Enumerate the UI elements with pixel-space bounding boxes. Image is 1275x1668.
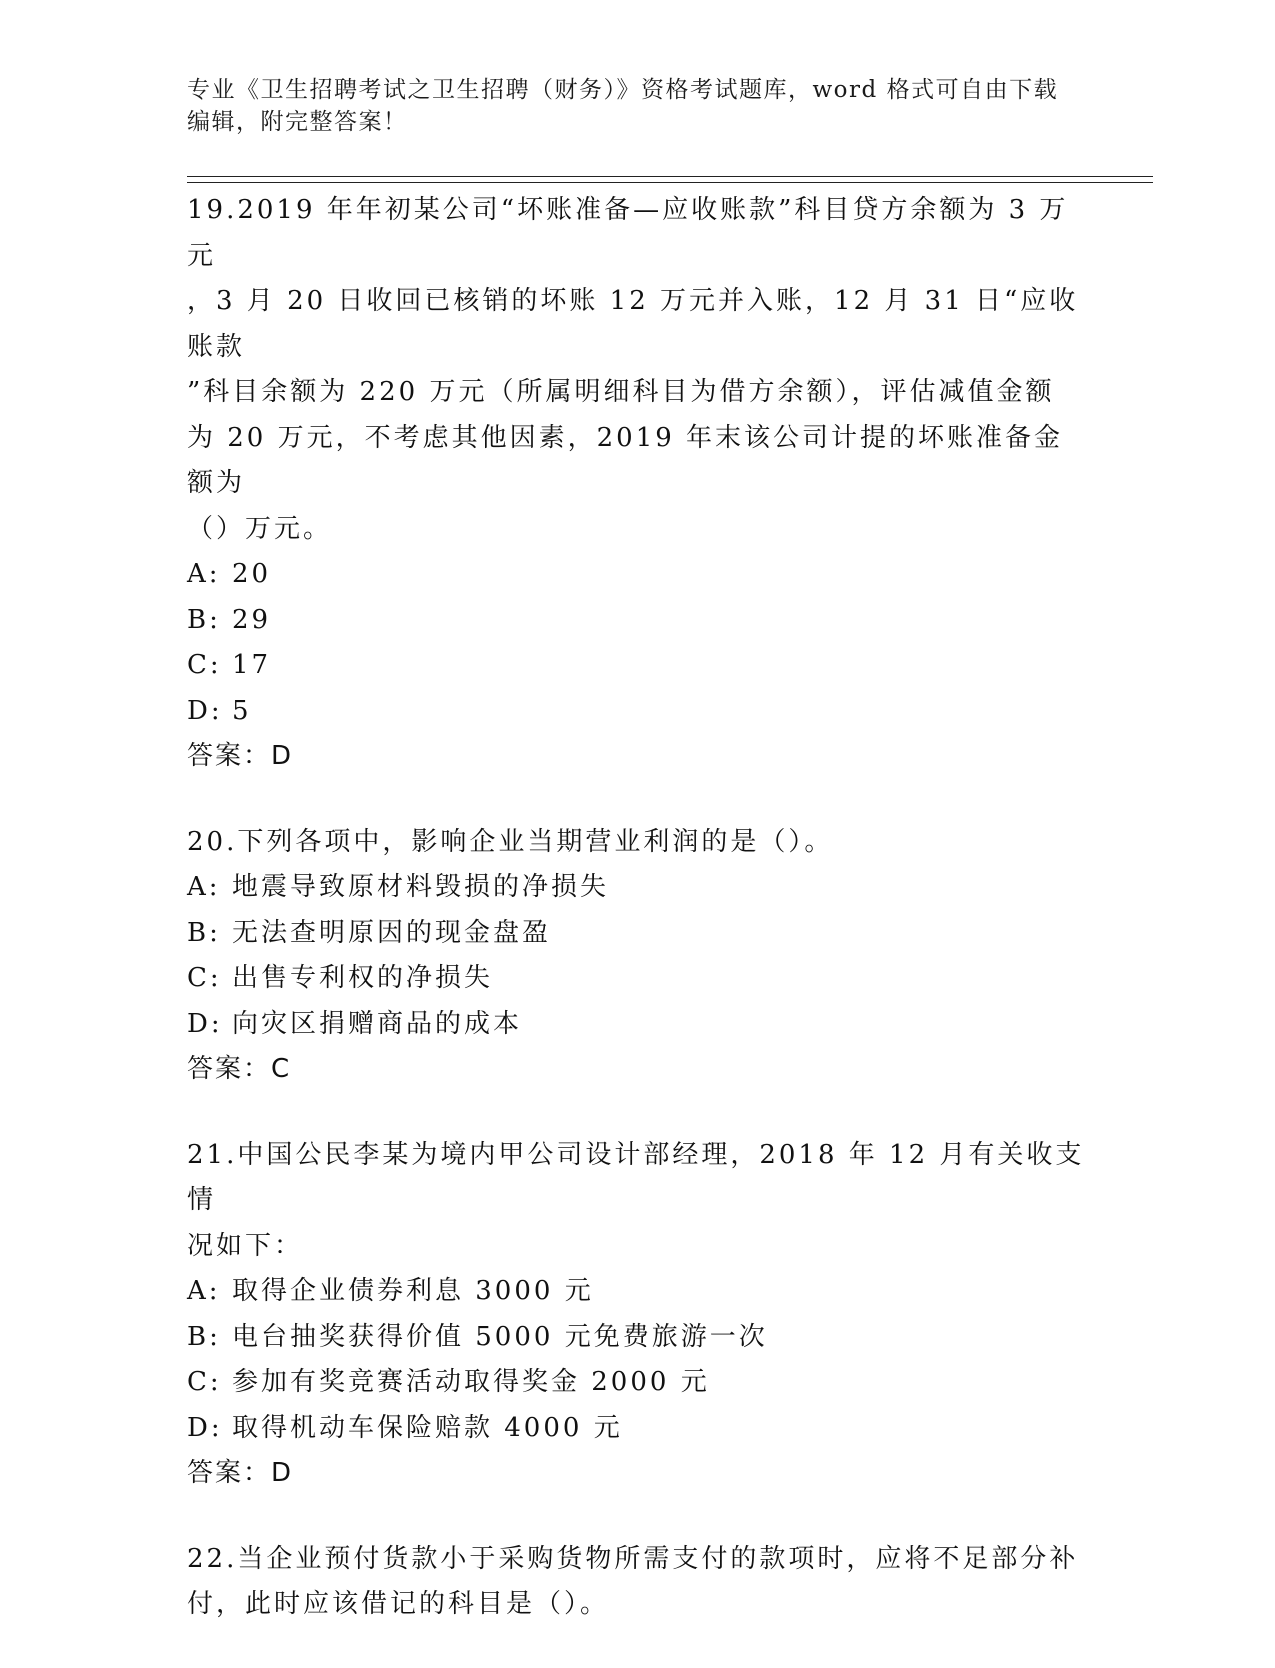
option-text: 出售专利权的净损失 [232,963,494,993]
option-text: 取得企业债券利息 3000 元 [232,1276,594,1306]
answer-option [187,689,1087,735]
question-stem-line: ，3 月 20 日收回已核销的坏账 12 万元并入账，12 月 31 日“应收账款 [187,286,1079,362]
header-line-2: 编辑，附完整答案！ [187,109,408,135]
answer-option [187,911,1087,957]
option-text: 29 [232,604,272,635]
question-block [187,188,1087,780]
answer-option [187,865,1087,911]
option-key: A: [187,559,221,589]
answer-option [187,1315,1087,1361]
header-divider-top [187,176,1153,177]
option-text: 向灾区捐赠商品的成本 [232,1008,523,1039]
question-block [187,1133,1087,1497]
option-key: C: [187,963,222,993]
answer-option [187,1002,1087,1048]
option-text: 地震导致原材料毁损的净损失 [232,872,610,902]
answer-option [187,552,1087,598]
option-key: B: [187,1321,221,1352]
answer-line: 答案：C [187,1054,292,1084]
answer-option [187,1269,1087,1315]
option-text: 参加有奖竞赛活动取得奖金 2000 元 [232,1367,710,1397]
option-text: 5 [232,695,252,726]
answer-line: 答案：D [187,1458,294,1488]
option-key: A: [187,1276,221,1306]
question-stem-line: 21.中国公民李某为境内甲公司设计部经理，2018 年 12 月有关收支情 [187,1139,1085,1215]
document-header [187,74,1087,138]
option-text: 取得机动车保险赔款 4000 元 [232,1412,623,1443]
question-block [187,1537,1087,1628]
question-stem-line: 20.下列各项中，影响企业当期营业利润的是（）。 [187,826,834,857]
option-key: B: [187,917,221,948]
option-key: D: [187,695,223,726]
question-stem-line: 19.2019 年年初某公司“坏账准备—应收账款”科目贷方余额为 3 万元 [187,195,1069,271]
header-line-1: 专业《卫生招聘考试之卫生招聘（财务）》资格考试题库，word 格式可自由下载 [187,77,1059,103]
option-key: B: [187,604,221,635]
answer-option [187,598,1087,644]
option-text: 电台抽奖获得价值 5000 元免费旅游一次 [232,1321,768,1352]
question-stem-line: （）万元。 [187,513,333,544]
question-stem-line: ”科目余额为 220 万元（所属明细科目为借方余额），评估减值金额 [187,377,1055,407]
question-list [187,188,1087,1668]
question-stem-line: 为 20 万元，不考虑其他因素，2019 年末该公司计提的坏账准备金额为 [187,422,1064,498]
option-key: C: [187,1367,222,1397]
question-stem-line: 22.当企业预付货款小于采购货物所需支付的款项时，应将不足部分补 [187,1543,1079,1574]
header-divider-bottom [187,182,1153,183]
option-key: D: [187,1412,223,1443]
option-key: C: [187,650,222,680]
question-stem-line: 付，此时应该借记的科目是（）。 [187,1589,610,1619]
option-key: A: [187,872,221,902]
question-block [187,820,1087,1093]
option-key: D: [187,1008,223,1039]
answer-line: 答案：D [187,741,294,771]
answer-option [187,956,1087,1002]
option-text: 17 [232,650,272,680]
option-text: 20 [232,559,272,589]
answer-option [187,1360,1087,1406]
answer-option [187,1406,1087,1452]
option-text: 无法查明原因的现金盘盈 [232,917,552,948]
answer-option [187,643,1087,689]
question-stem-line: 况如下： [187,1230,304,1261]
